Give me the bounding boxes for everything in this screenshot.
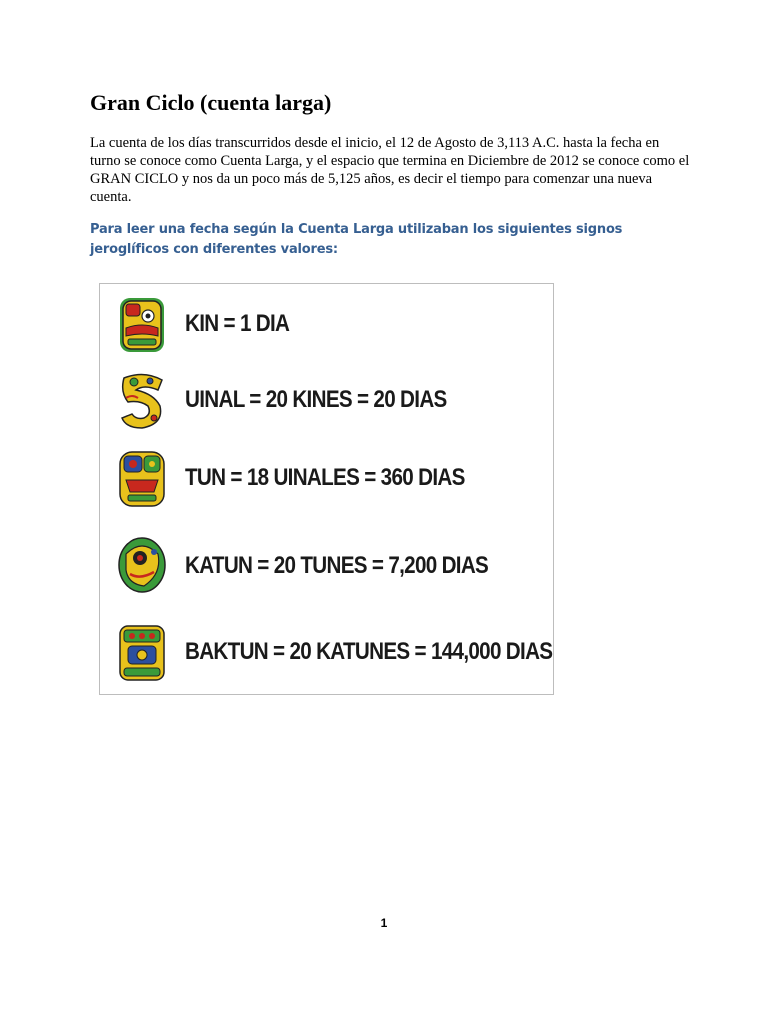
page-number: 1 <box>380 916 388 930</box>
glyph-label-tun: TUN = 18 UINALES = 360 DIAS <box>185 464 465 491</box>
glyph-row-baktun <box>100 622 555 686</box>
intro-paragraph: La cuenta de los días transcurridos desde el inicio, el 12 de Agosto de 3,113 A.C. hasta la fecha en turno se conoce como Cuenta Larga, y el espacio que termina en Diciembre de 2012 se conoce como el GRAN CICLO y nos da un poco más de 5,125 años, es decir el tiempo para comenzar una nueva cuenta. <box>90 135 690 205</box>
uinal-glyph-icon <box>114 370 170 432</box>
glyph-label-baktun: BAKTUN = 20 KATUNES = 144,000 DIAS <box>185 638 553 665</box>
baktun-glyph-icon <box>114 622 170 684</box>
glyph-label-katun: KATUN = 20 TUNES = 7,200 DIAS <box>185 552 489 579</box>
glyph-label-kin: KIN = 1 DIA <box>185 310 290 337</box>
katun-glyph-icon <box>114 534 170 596</box>
glyph-row-tun <box>100 448 555 512</box>
kin-glyph-icon <box>114 294 170 356</box>
glyph-row-katun <box>100 534 555 598</box>
glyph-row-uinal <box>100 370 555 434</box>
maya-glyph-figure <box>99 283 554 695</box>
page-title: Gran Ciclo (cuenta larga) <box>90 90 332 115</box>
glyph-row-kin <box>100 294 555 358</box>
tun-glyph-icon <box>114 448 170 510</box>
subtitle-paragraph: Para leer una fecha según la Cuenta Larga utilizaban los siguientes signos jeroglíficos con diferentes valores: <box>90 222 623 257</box>
glyph-label-uinal: UINAL = 20 KINES = 20 DIAS <box>185 386 447 413</box>
